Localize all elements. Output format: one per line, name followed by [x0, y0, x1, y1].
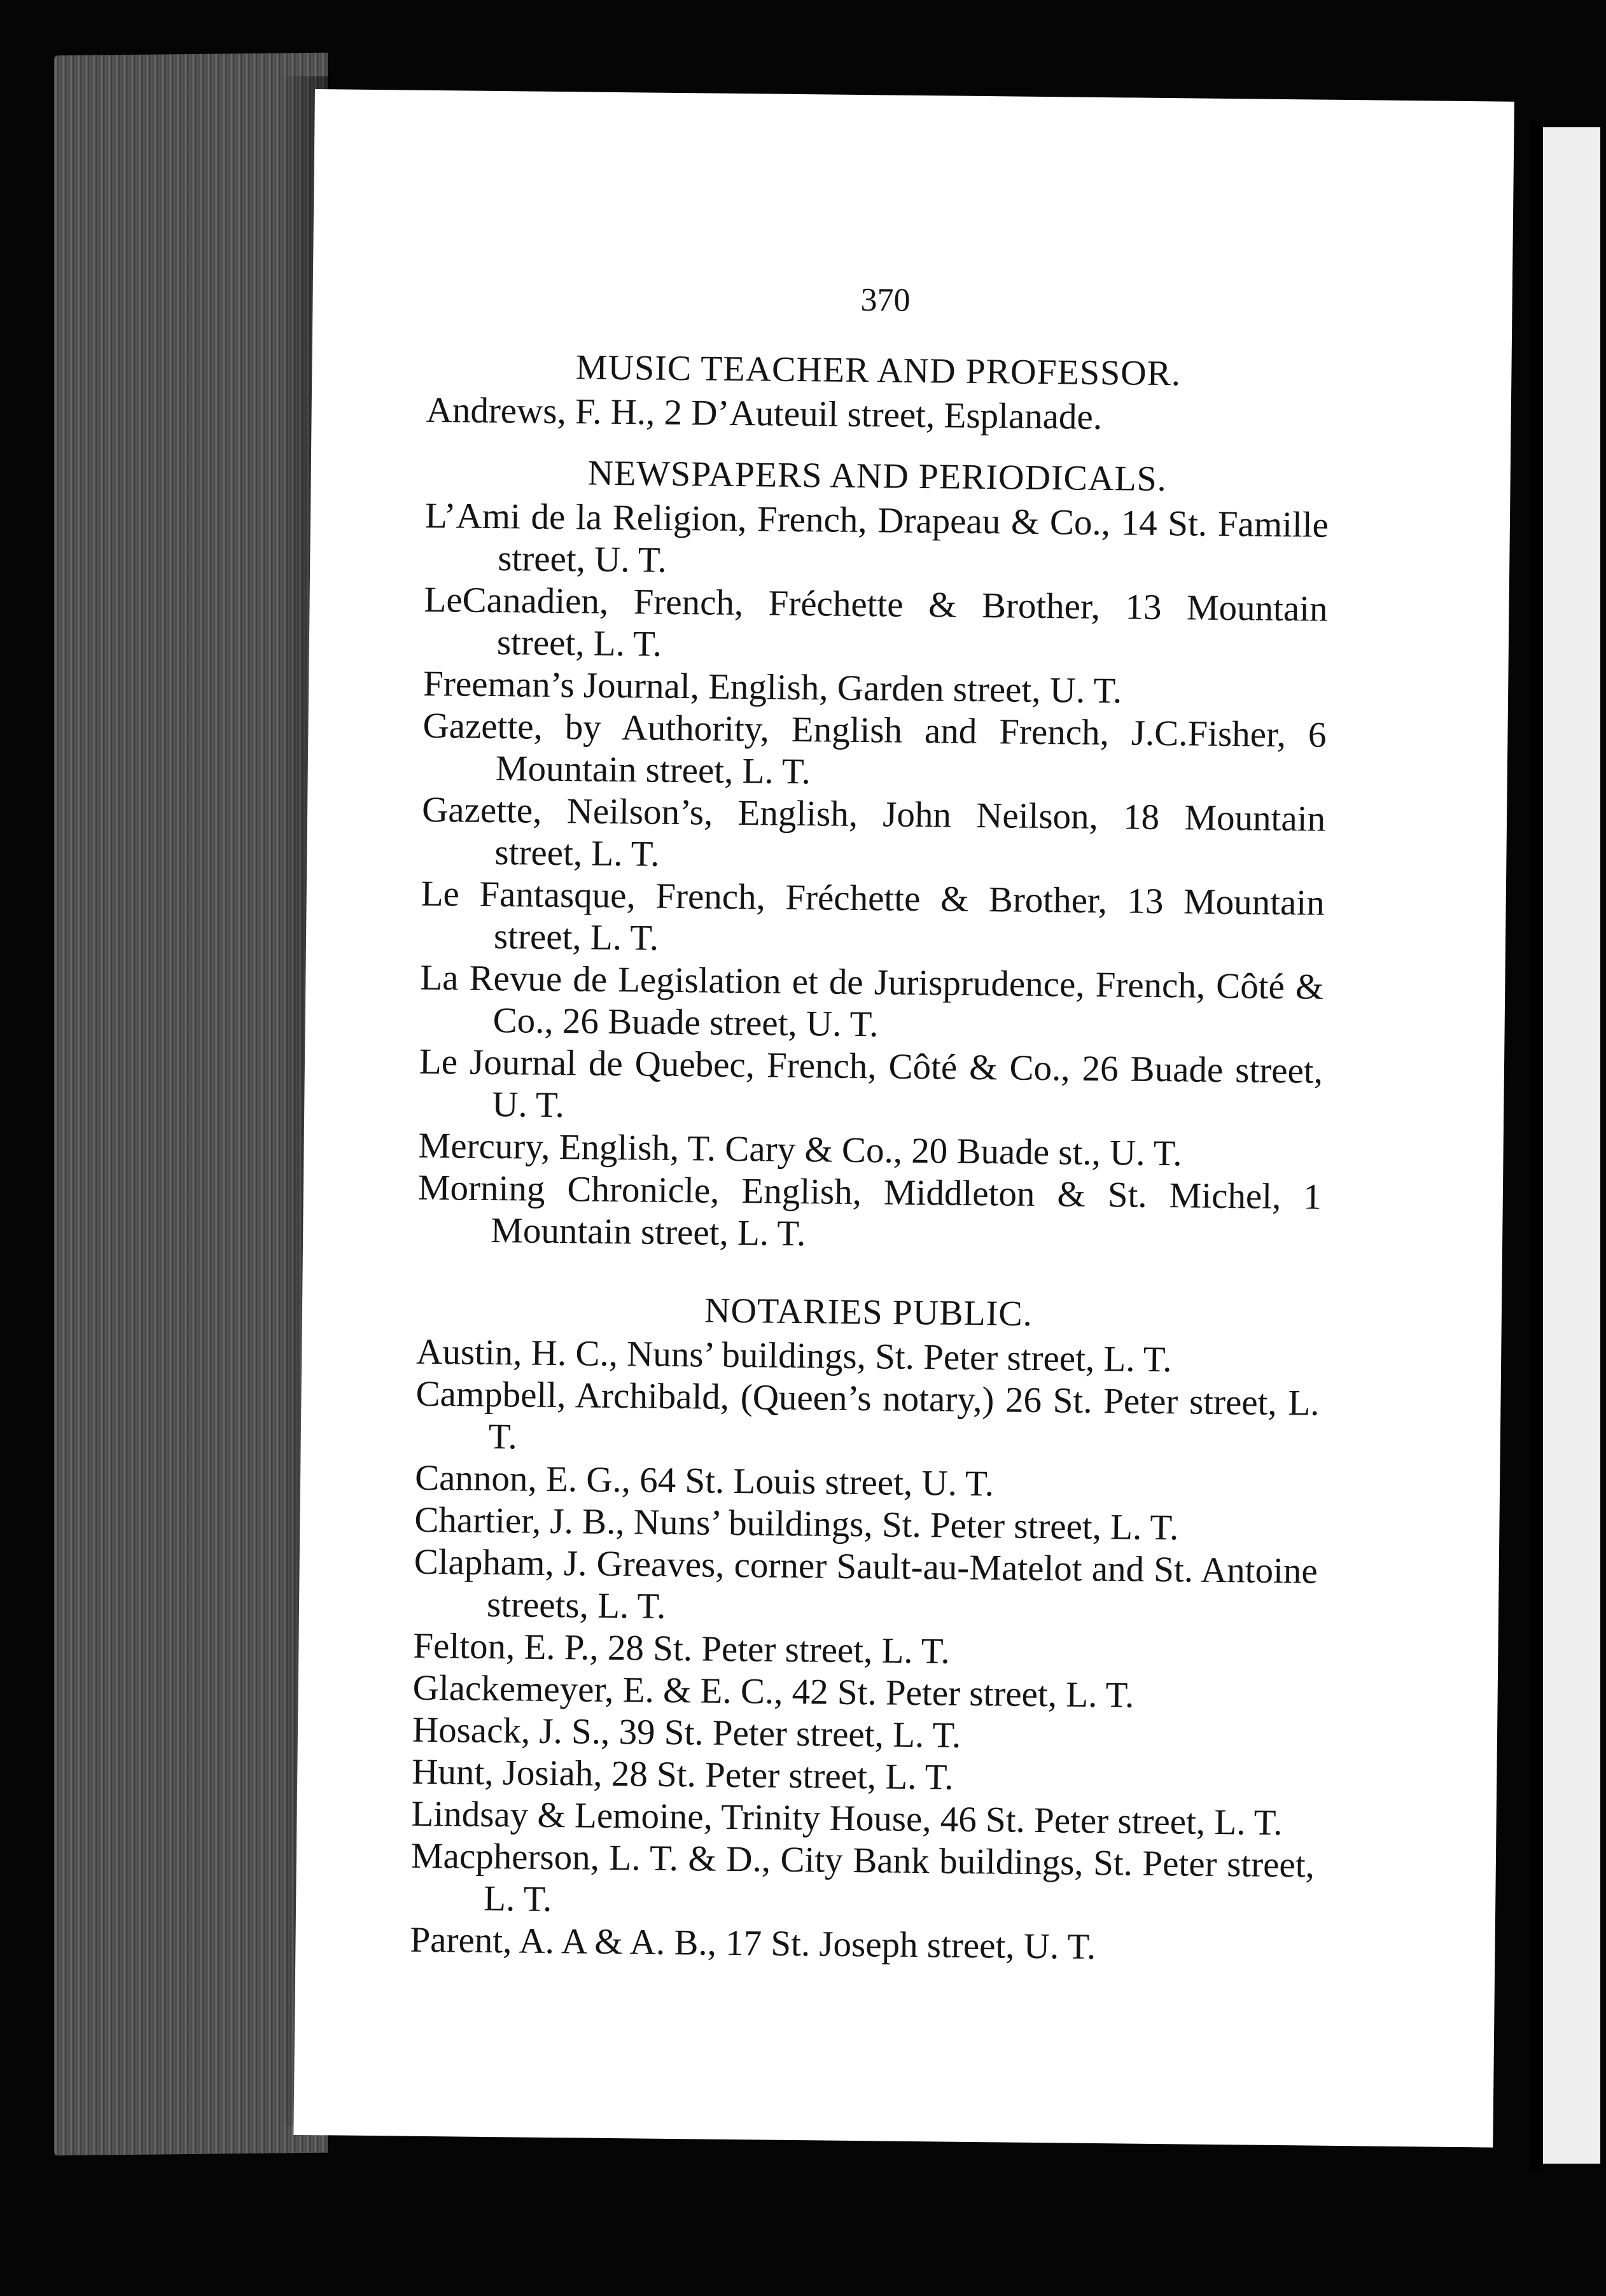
directory-entry: Gazette, Neilson’s, English, John Neilson, 18 Mountain street, L. T. [421, 789, 1326, 874]
section-heading: MUSIC TEACHER AND PROFESSOR. [575, 347, 1182, 394]
directory-entry: Andrews, F. H., 2 D’Auteuil street, Esplanade. [426, 389, 1103, 437]
directory-entry: Clapham, J. Greaves, corner Sault-au-Matelot and St. Antoine streets, L. T. [414, 1541, 1318, 1627]
directory-entry: Cannon, E. G., 64 St. Louis street, U. T. [414, 1457, 995, 1504]
page-content [410, 275, 1331, 1971]
directory-entry: Le Journal de Quebec, French, Côté & Co., 26 Buade street, U. T. [419, 1041, 1323, 1126]
directory-entry: Hunt, Josiah, 28 St. Peter street, L. T. [411, 1751, 954, 1798]
directory-entry: Hosack, J. S., 39 St. Peter street, L. T. [412, 1709, 961, 1756]
facing-page-edge [1543, 127, 1600, 2164]
directory-entry: Campbell, Archibald, (Queen’s notary,) 26 St. Peter street, L. T. [415, 1373, 1320, 1457]
section-notaries [410, 1287, 1320, 1971]
entry-list [426, 389, 1330, 441]
directory-entry: Lindsay & Lemoine, Trinity House, 46 St. Peter street, L. T. [411, 1793, 1283, 1844]
facing-page-gap [1530, 121, 1542, 2170]
entry-list [410, 1331, 1320, 1971]
directory-entry: LeCanadien, French, Fréchette & Brother, 13 Mountain street, L. T. [424, 579, 1328, 664]
directory-entry: Le Fantasque, French, Fréchette & Brother, 13 Mountain street, L. T. [421, 873, 1325, 958]
directory-entry: La Revue de Legislation et de Jurisprudence, French, Côté & Co., 26 Buade street, U. T. [420, 957, 1324, 1045]
section-newspapers [417, 451, 1329, 1261]
directory-entry: Mercury, English, T. Cary & Co., 20 Buade st., U. T. [418, 1125, 1182, 1174]
directory-entry: Morning Chronicle, English, Middleton & St. Michel, 1 Mountain street, L. T. [417, 1167, 1322, 1254]
book-page [293, 89, 1514, 2148]
directory-entry: Parent, A. A & A. B., 17 St. Joseph street, U. T. [410, 1919, 1096, 1968]
section-music-teacher [426, 345, 1330, 441]
directory-entry: Glackemeyer, E. & E. C., 42 St. Peter street, L. T. [412, 1667, 1135, 1716]
section-heading: NEWSPAPERS AND PERIODICALS. [587, 453, 1168, 500]
directory-entry: Felton, E. P., 28 St. Peter street, L. T. [413, 1625, 951, 1672]
directory-entry: L’Ami de la Religion, French, Drapeau & Co., 14 St. Famille street, U. T. [424, 495, 1329, 580]
directory-entry: Austin, H. C., Nuns’ buildings, St. Peter street, L. T. [415, 1331, 1172, 1380]
section-heading: NOTARIES PUBLIC. [704, 1291, 1033, 1334]
directory-entry: Freeman’s Journal, English, Garden street, U. T. [422, 663, 1122, 711]
directory-entry: Gazette, by Authority, English and French, J.C.Fisher, 6 Mountain street, L. T. [422, 705, 1327, 792]
page-number: 370 [860, 282, 911, 319]
entry-list [417, 495, 1329, 1261]
directory-entry: Chartier, J. B., Nuns’ buildings, St. Peter street, L. T. [414, 1499, 1179, 1548]
directory-entry: Macpherson, L. T. & D., City Bank buildings, St. Peter street, L. T. [410, 1835, 1315, 1920]
